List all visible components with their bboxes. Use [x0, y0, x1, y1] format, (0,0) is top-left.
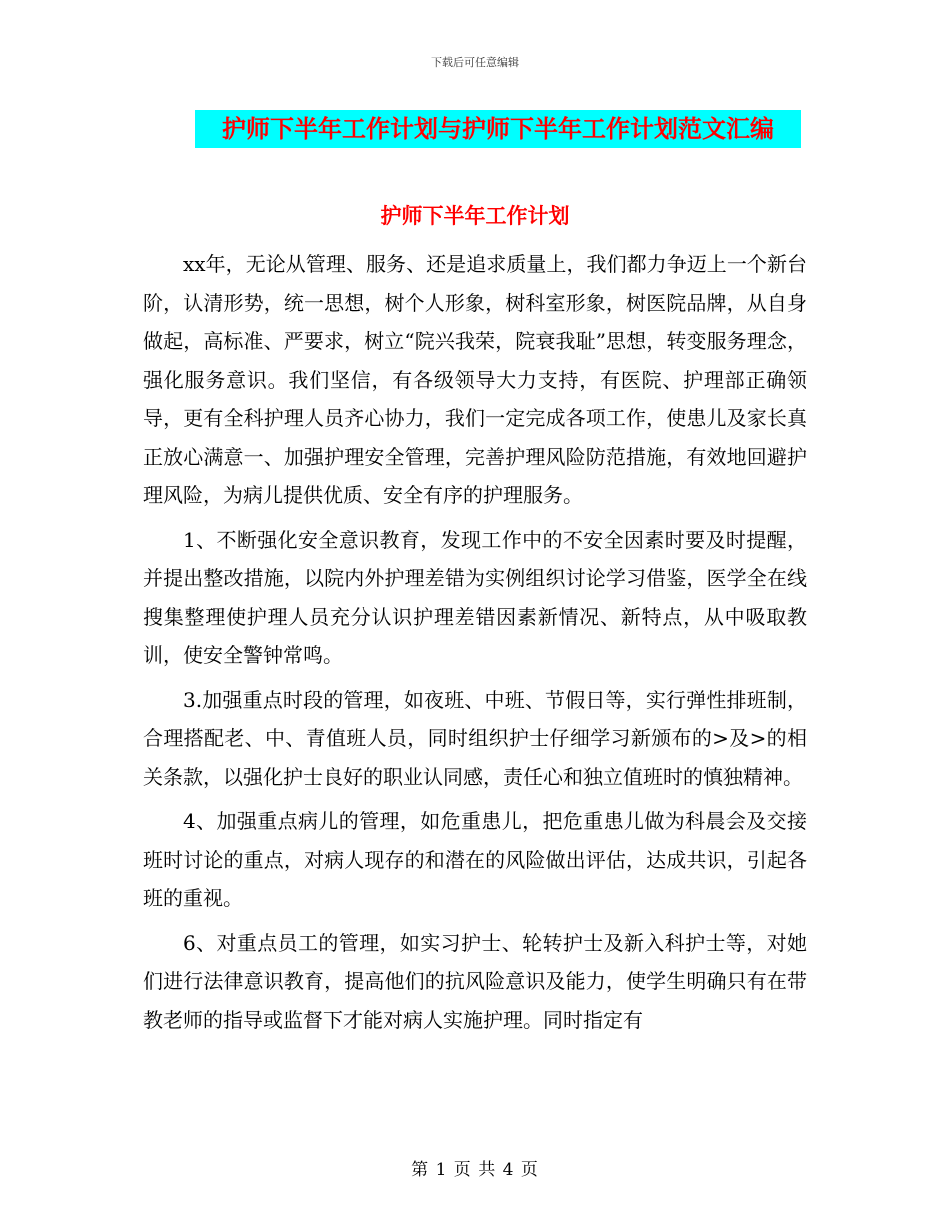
paragraph: 4、加强重点病儿的管理，如危重患儿，把危重患儿做为科晨会及交接班时讨论的重点，对病人现存的和潜在的风险做出评估，达成共识，引起各班的重视。: [143, 809, 807, 910]
paragraph: 3.加强重点时段的管理，如夜班、中班、节假日等，实行弹性排班制，合理搭配老、中、青值班人员，同时组织护士仔细学习新颁布的>及>的相关条款，以强化护士良好的职业认同感，责任心和独立值班时的慎独精神。: [143, 687, 807, 789]
section-title: 护师下半年工作计划: [380, 204, 570, 228]
header-note: 下载后可任意编辑: [431, 56, 519, 69]
document-body: [143, 245, 807, 1045]
paragraph: 6、对重点员工的管理，如实习护士、轮转护士及新入科护士等，对她们进行法律意识教育，提高他们的抗风险意识及能力，使学生明确只有在带教老师的指导或监督下才能对病人实施护理。同时指定有: [143, 930, 807, 1032]
paragraph: xx年，无论从管理、服务、还是追求质量上，我们都力争迈上一个新台阶，认清形势，统一思想，树个人形象，树科室形象，树医院品牌，从自身做起，高标准、严要求，树立“院兴我荣，院衰我耻”思想，转变服务理念，强化服务意识。我们坚信，有各级领导大力支持，有医院、护理部正确领导，更有全科护理人员齐心协力，我们一定完成各项工作，使患儿及家长真正放心满意一、加强护理安全管理，完善护理风险防范措施，有效地回避护理风险，为病儿提供优质、安全有序的护理服务。: [143, 252, 807, 507]
page-number: 第 1 页 共 4 页: [411, 1160, 539, 1180]
paragraph: 1、不断强化安全意识教育，发现工作中的不安全因素时要及时提醒，并提出整改措施，以院内外护理差错为实例组织讨论学习借鉴，医学全在线搜集整理使护理人员充分认识护理差错因素新情况、新特点，从中吸取教训，使安全警钟常鸣。: [143, 527, 807, 667]
document-title: 护师下半年工作计划与护师下半年工作计划范文汇编: [195, 110, 801, 148]
